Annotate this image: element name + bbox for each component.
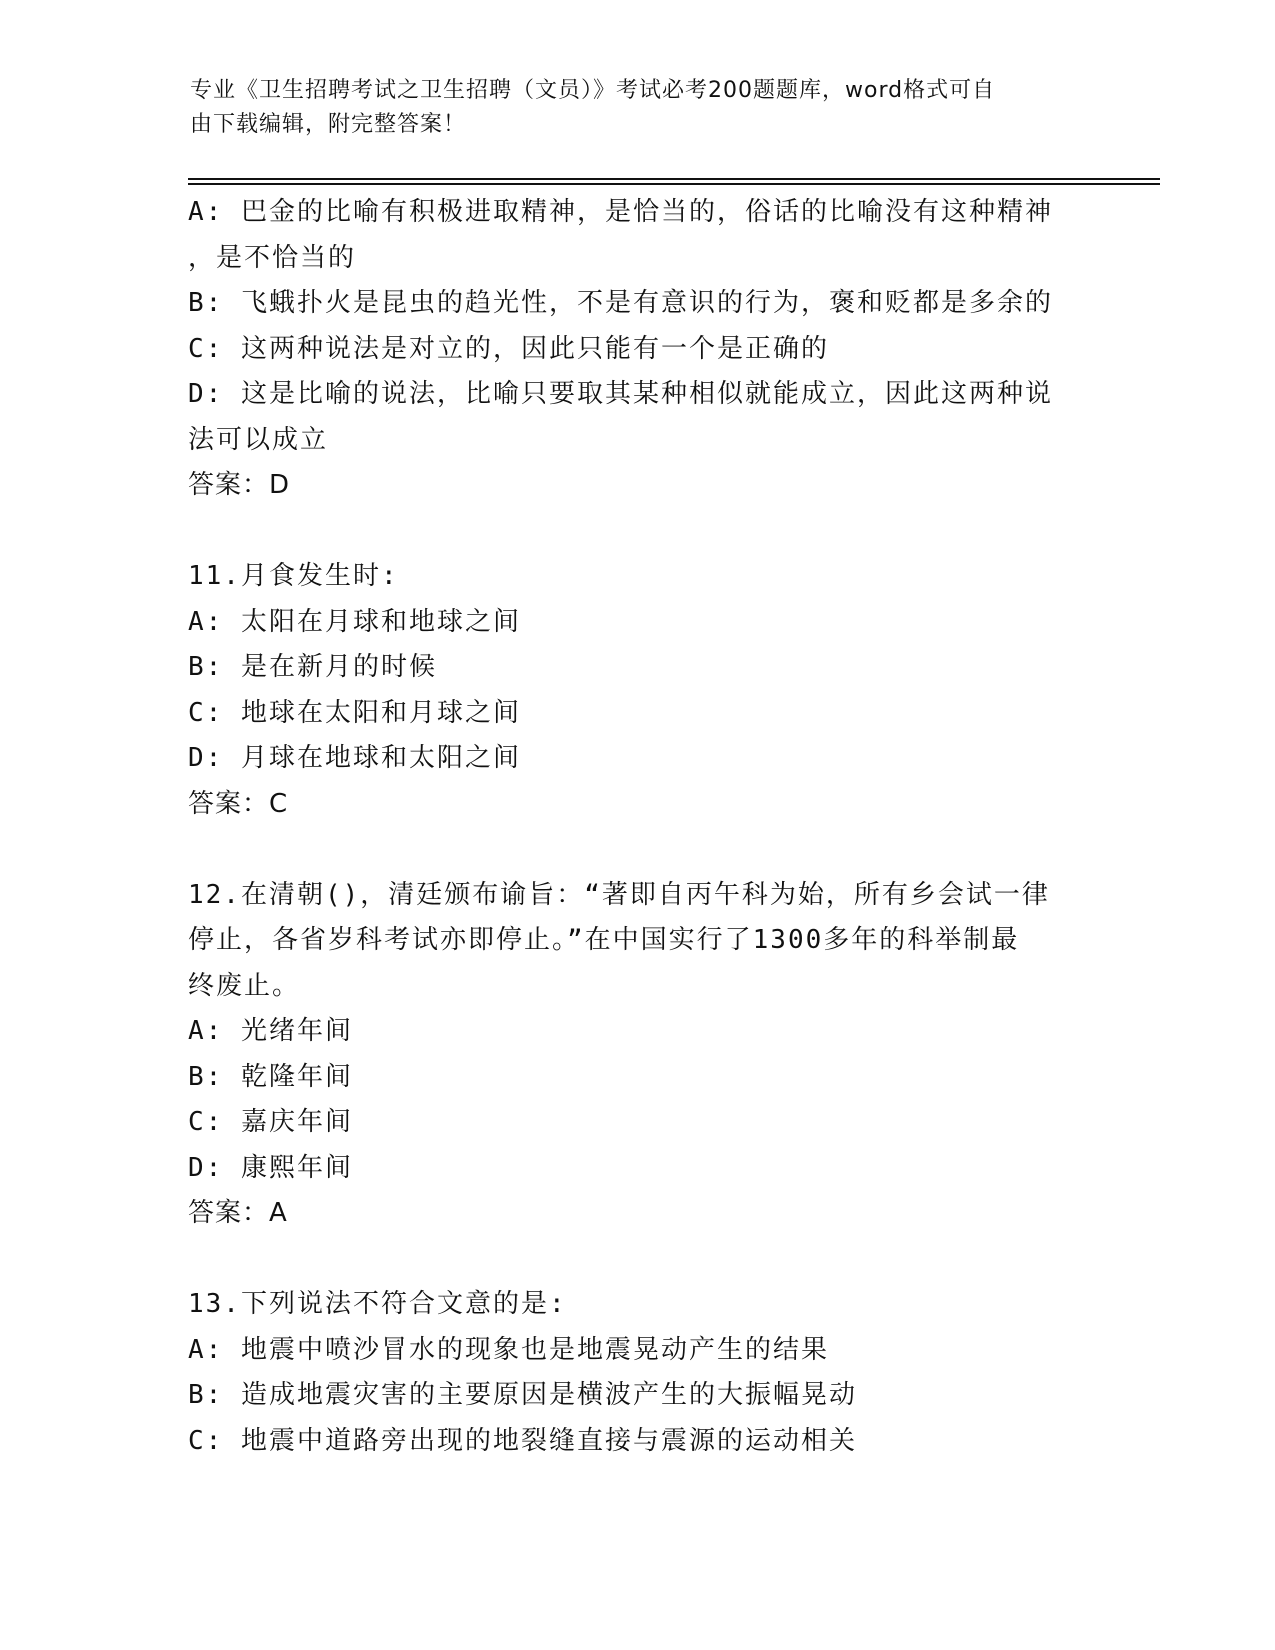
q10-option-a-line1: A: 巴金的比喻有积极进取精神，是恰当的，俗话的比喻没有这种精神 — [188, 197, 1053, 227]
header-line-2: 由下载编辑，附完整答案！ — [190, 112, 467, 137]
q10-option-c: C: 这两种说法是对立的，因此只能有一个是正确的 — [188, 333, 829, 364]
header-line-1: 专业《卫生招聘考试之卫生招聘（文员）》考试必考200题题库，word格式可自 — [190, 78, 996, 103]
q11-option-d: D: 月球在地球和太阳之间 — [188, 743, 521, 773]
q13-option-c: C: 地震中道路旁出现的地裂缝直接与震源的运动相关 — [188, 1425, 857, 1456]
q11-option-a: A: 太阳在月球和地球之间 — [188, 606, 521, 637]
q13-option-b: B: 造成地震灾害的主要原因是横波产生的大振幅晃动 — [188, 1380, 857, 1410]
header-divider-bottom — [188, 183, 1160, 185]
q10-answer: 答案：D — [188, 470, 291, 500]
q12-answer: 答案：A — [188, 1198, 288, 1228]
q12-stem-line2: 停止，各省岁科考试亦即停止。”在中国实行了1300多年的科举制最 — [188, 925, 1020, 955]
question-12-block — [188, 873, 1088, 1237]
q12-option-c: C: 嘉庆年间 — [188, 1107, 353, 1137]
q11-option-c: C: 地球在太阳和月球之间 — [188, 697, 521, 728]
question-content — [188, 190, 1088, 1464]
document-header — [190, 74, 1070, 142]
question-11-block — [188, 554, 1088, 827]
spacer — [188, 509, 1088, 555]
spacer — [188, 1237, 1088, 1283]
q11-option-b: B: 是在新月的时候 — [188, 652, 437, 682]
header-divider-top — [188, 178, 1160, 180]
q11-stem: 11.月食发生时: — [188, 561, 399, 591]
q12-option-b: B: 乾隆年间 — [188, 1061, 353, 1092]
q12-stem-line1: 12.在清朝()，清廷颁布谕旨：“著即自丙午科为始，所有乡会试一律 — [188, 879, 1050, 910]
q10-option-b: B: 飞蛾扑火是昆虫的趋光性，不是有意识的行为，褒和贬都是多余的 — [188, 288, 1053, 318]
spacer — [188, 827, 1088, 873]
q11-answer: 答案：C — [188, 788, 289, 819]
question-13-block — [188, 1282, 1088, 1464]
q10-option-d-line1: D: 这是比喻的说法，比喻只要取其某种相似就能成立，因此这两种说 — [188, 379, 1053, 409]
question-10-block — [188, 190, 1088, 509]
q10-option-d-line2: 法可以成立 — [188, 424, 329, 455]
q13-stem: 13.下列说法不符合文意的是: — [188, 1289, 567, 1319]
q12-option-a: A: 光绪年间 — [188, 1016, 353, 1046]
q12-option-d: D: 康熙年间 — [188, 1152, 353, 1183]
q13-option-a: A: 地震中喷沙冒水的现象也是地震晃动产生的结果 — [188, 1334, 829, 1365]
q12-stem-line3: 终废止。 — [188, 970, 301, 1001]
q10-option-a-line2: ，是不恰当的 — [188, 242, 357, 273]
